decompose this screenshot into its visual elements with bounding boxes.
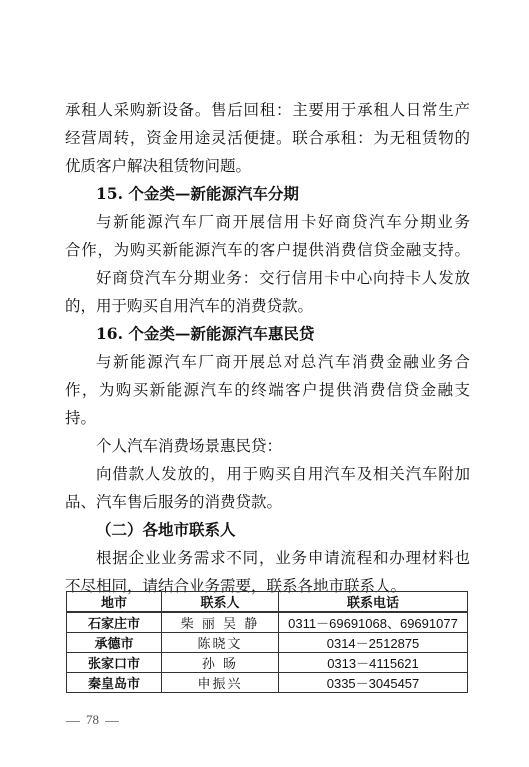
table-row (67, 673, 468, 693)
cell-city: 张家口市 (67, 653, 162, 673)
cell-person: 柴 丽 吴 静 (162, 612, 279, 633)
page-number: 78 (86, 712, 99, 727)
contacts-table (66, 591, 468, 693)
paragraph-line: 持。 (65, 409, 97, 427)
paragraph-line: 个人汽车消费场景惠民贷： (96, 437, 283, 455)
footer-dash-left (66, 721, 80, 722)
cell-person: 申振兴 (162, 673, 279, 693)
paragraph-line: 向借款人发放的，用于购买自用汽车及相关汽车附加 (96, 465, 470, 483)
cell-city: 秦皇岛市 (67, 673, 162, 693)
header-city: 地市 (67, 592, 162, 613)
footer-dash-right (105, 721, 119, 722)
section-heading-15: 15. 个金类—新能源汽车分期 (96, 184, 299, 203)
body-text (65, 96, 470, 600)
paragraph-line: 的，用于购买自用汽车的消费贷款。 (65, 297, 314, 315)
paragraph-line: 与新能源汽车厂商开展信用卡好商贷汽车分期业务 (96, 213, 470, 231)
cell-phone: 0313－4115621 (279, 653, 468, 673)
cell-person: 陈晓文 (162, 633, 279, 653)
paragraph-line: 优质客户解决租赁物问题。 (65, 157, 252, 175)
page-footer (60, 712, 125, 728)
cell-phone: 0311－69691068、69691077 (279, 612, 468, 633)
section-heading-16: 16. 个金类—新能源汽车惠民贷 (96, 324, 315, 343)
paragraph-line: 作，为购买新能源汽车的终端客户提供消费信贷金融支 (65, 381, 470, 399)
header-person: 联系人 (162, 592, 279, 613)
paragraph-line: 经营周转，资金用途灵活便捷。联合承租：为无租赁物的 (65, 129, 470, 147)
paragraph-line: 合作，为购买新能源汽车的客户提供消费信贷金融支持。 (65, 241, 470, 259)
paragraph-line: 与新能源汽车厂商开展总对总汽车消费金融业务合 (96, 353, 470, 371)
header-phone: 联系电话 (279, 592, 468, 613)
cell-person: 孙 旸 (162, 653, 279, 673)
section-heading-contacts: （二）各地市联系人 (96, 520, 236, 539)
paragraph-line: 不尽相同，请结合业务需要，联系各地市联系人。 (65, 577, 407, 595)
cell-phone: 0335－3045457 (279, 673, 468, 693)
table-row (67, 633, 468, 653)
table-header-row (67, 592, 468, 613)
paragraph-line: 品、汽车售后服务的消费贷款。 (65, 493, 283, 511)
cell-city: 承德市 (67, 633, 162, 653)
paragraph-line: 根据企业业务需求不同，业务申请流程和办理材料也 (96, 549, 470, 567)
paragraph-line: 好商贷汽车分期业务：交行信用卡中心向持卡人发放 (96, 269, 470, 287)
cell-phone: 0314－2512875 (279, 633, 468, 653)
paragraph-line: 承租人采购新设备。售后回租：主要用于承租人日常生产 (65, 101, 470, 119)
table-row (67, 612, 468, 633)
table-row (67, 653, 468, 673)
cell-city: 石家庄市 (67, 612, 162, 633)
